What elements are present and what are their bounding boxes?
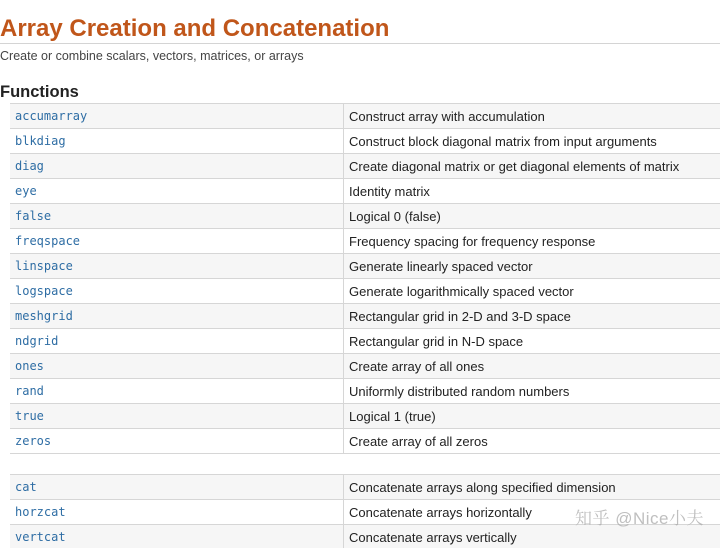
function-description: Rectangular grid in 2-D and 3-D space [344, 304, 720, 329]
title-divider [0, 43, 720, 44]
function-name-cell [10, 279, 344, 304]
functions-heading: Functions [0, 83, 79, 101]
function-name-cell [10, 229, 344, 254]
function-name-cell [10, 179, 344, 204]
page-subtitle: Create or combine scalars, vectors, matrices, or arrays [0, 49, 304, 63]
function-description: Frequency spacing for frequency response [344, 229, 720, 254]
function-name-cell [10, 475, 344, 500]
function-name-link[interactable]: ndgrid [15, 334, 59, 348]
function-name-link[interactable]: blkdiag [15, 134, 66, 148]
function-name-cell [10, 404, 344, 429]
function-name-cell [10, 129, 344, 154]
function-row [10, 304, 720, 329]
function-name-link[interactable]: meshgrid [15, 309, 73, 323]
function-name-link[interactable]: horzcat [15, 505, 66, 519]
watermark: 知乎 @Nice小夫 [575, 509, 704, 528]
function-description: Construct array with accumulation [344, 104, 720, 129]
function-description: Generate logarithmically spaced vector [344, 279, 720, 304]
page-title: Array Creation and Concatenation [0, 15, 390, 42]
function-name-cell [10, 329, 344, 354]
function-name-link[interactable]: rand [15, 384, 44, 398]
function-description: Construct block diagonal matrix from input arguments [344, 129, 720, 154]
function-name-cell [10, 254, 344, 279]
function-name-cell [10, 525, 344, 548]
function-description: Rectangular grid in N-D space [344, 329, 720, 354]
function-name-link[interactable]: false [15, 209, 52, 223]
function-name-link[interactable]: diag [15, 159, 44, 173]
function-row [10, 429, 720, 454]
function-description: Concatenate arrays horizontally [344, 500, 720, 525]
function-name-cell [10, 304, 344, 329]
function-row [10, 379, 720, 404]
creation-functions-table [10, 103, 720, 454]
function-row [10, 229, 720, 254]
function-name-link[interactable]: true [15, 409, 44, 423]
function-row [10, 204, 720, 229]
function-description: Concatenate arrays vertically [344, 525, 720, 548]
function-name-cell [10, 500, 344, 525]
function-description: Identity matrix [344, 179, 720, 204]
function-name-link[interactable]: eye [15, 184, 37, 198]
function-name-link[interactable]: ones [15, 359, 44, 373]
function-name-cell [10, 379, 344, 404]
function-name-cell [10, 354, 344, 379]
creation-functions-body [10, 104, 720, 454]
function-row [10, 254, 720, 279]
function-description: Logical 1 (true) [344, 404, 720, 429]
function-description: Concatenate arrays along specified dimension [344, 475, 720, 500]
function-row [10, 179, 720, 204]
function-name-cell [10, 104, 344, 129]
function-name-cell [10, 154, 344, 179]
function-name-link[interactable]: freqspace [15, 234, 81, 248]
function-description: Generate linearly spaced vector [344, 254, 720, 279]
function-row [10, 279, 720, 304]
function-row [10, 475, 720, 500]
function-description: Logical 0 (false) [344, 204, 720, 229]
function-row [10, 154, 720, 179]
function-description: Create array of all zeros [344, 429, 720, 454]
function-name-link[interactable]: vertcat [15, 530, 66, 544]
function-name-link[interactable]: cat [15, 480, 37, 494]
function-description: Create array of all ones [344, 354, 720, 379]
function-name-link[interactable]: logspace [15, 284, 73, 298]
function-description: Uniformly distributed random numbers [344, 379, 720, 404]
function-name-link[interactable]: zeros [15, 434, 52, 448]
function-row [10, 329, 720, 354]
function-row [10, 104, 720, 129]
function-row [10, 404, 720, 429]
function-name-link[interactable]: accumarray [15, 109, 88, 123]
function-name-link[interactable]: linspace [15, 259, 73, 273]
function-row [10, 354, 720, 379]
function-row [10, 129, 720, 154]
function-name-cell [10, 204, 344, 229]
function-description: Create diagonal matrix or get diagonal elements of matrix [344, 154, 720, 179]
function-name-cell [10, 429, 344, 454]
